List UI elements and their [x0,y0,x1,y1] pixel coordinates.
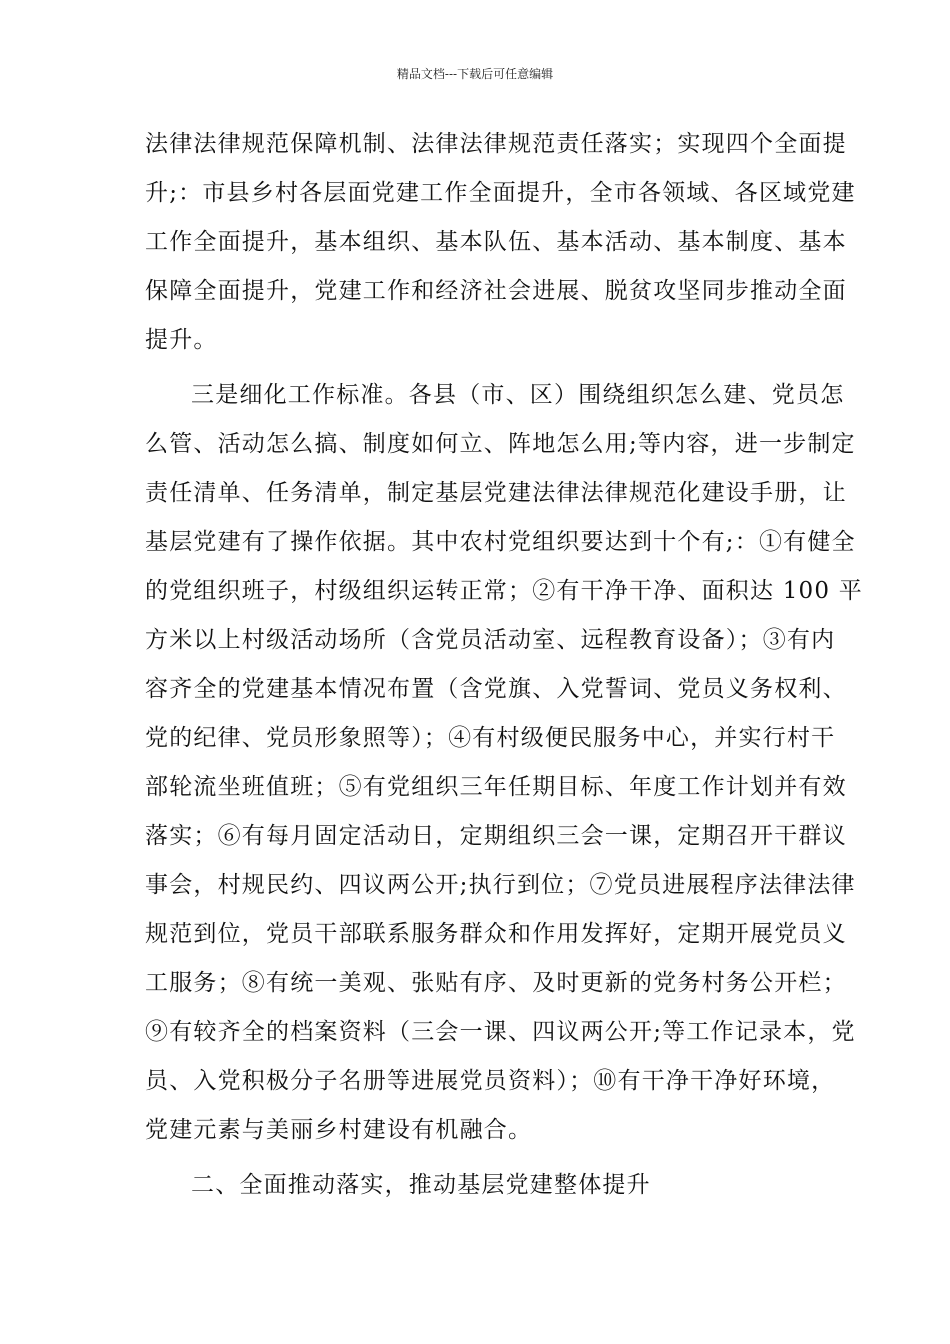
section-heading [145,1173,810,1222]
text-line: 保障全面提升，党建工作和经济社会进展、脱贫攻坚同步推动全面 [145,278,847,304]
text-line: 升;：市县乡村各层面党建工作全面提升，全市各领域、各区域党建 [145,180,856,206]
text-line: 么管、活动怎么搞、制度如何立、阵地怎么用;等内容，进一步制定 [145,431,856,457]
page-header: 精品文档---下载后可任意编辑 [396,67,554,81]
text-line: 工服务；⑧有统一美观、张贴有序、及时更新的党务村务公开栏； [145,970,847,996]
text-line: 提升。 [145,327,218,353]
text-line: 方米以上村级活动场所（含党员活动室、远程教育设备）；③有内 [145,627,836,653]
text-line: ⑨有较齐全的档案资料（三会一课、四议两公开;等工作记录本，党 [145,1019,856,1045]
text-line: 三是细化工作标准。各县（市、区）围绕组织怎么建、党员怎 [191,382,845,408]
text-line: 容齐全的党建基本情况布置（含党旗、入党誓词、党员义务权利、 [145,676,847,702]
paragraph [145,382,863,1167]
text-line: 责任清单、任务清单，制定基层党建法律法律规范化建设手册，让 [145,480,847,506]
text-line: 工作全面提升，基本组织、基本队伍、基本活动、基本制度、基本 [145,229,847,255]
paragraph [145,131,856,377]
text-line: 二、全面推动落实，推动基层党建整体提升 [191,1172,651,1198]
text-line: 党的纪律、党员形象照等）；④有村级便民服务中心，并实行村干 [145,725,836,751]
text-line: 事会，村规民约、四议两公开;执行到位；⑦党员进展程序法律法律 [145,872,856,898]
text-line: 员、入党积极分子名册等进展党员资料）；⑩有干净干净好环境， [145,1068,836,1094]
text-line: 的党组织班子，村级组织运转正常；②有干净干净、面积达 100 平 [145,578,863,604]
text-line: 基层党建有了操作依据。其中农村党组织要达到十个有;：①有健全 [145,529,856,555]
text-line: 规范到位，党员干部联系服务群众和作用发挥好，定期开展党员义 [145,921,847,947]
text-line: 落实；⑥有每月固定活动日，定期组织三会一课，定期召开干群议 [145,823,847,849]
text-line: 部轮流坐班值班；⑤有党组织三年任期目标、年度工作计划并有效 [145,774,847,800]
document-body [145,131,863,1222]
text-line: 党建元素与美丽乡村建设有机融合。 [145,1117,533,1143]
text-line: 法律法律规范保障机制、法律法律规范责任落实；实现四个全面提 [145,131,847,157]
